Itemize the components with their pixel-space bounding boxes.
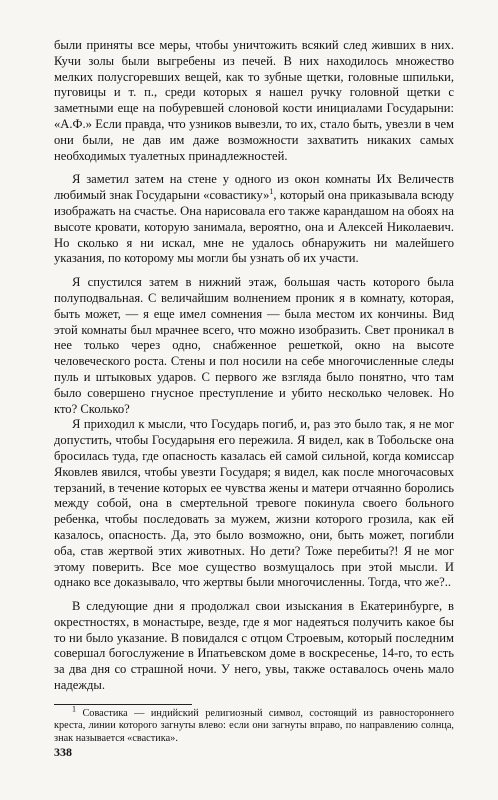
paragraph-2-start: Я заметил затем на стене у одного из окон комнаты Их Величеств любимый знак Государыни «совастику» (54, 172, 454, 203)
footnote (54, 704, 454, 745)
footnote-text: Совастика — индийский религиозный символ, состоящий из равностороннего креста, линии которого загнуты влево: если они загнуты вправо, по направлению солнца, знак называется «свастика». (54, 707, 454, 744)
paragraph-5: В следующие дни я продолжал свои изыскания в Екатеринбурге, в окрестностях, в монастыре, везде, где я мог надеяться получить какое бы то ни было указание. В повидался с отцом Строевым, который последним совершал богослужение в Ипатьевском доме в воскресенье, 14-го, то есть за два дня со страшной ночи. У него, увы, также оставалось очень мало надежды. (54, 599, 454, 693)
paragraph-4: Я приходил к мысли, что Государь погиб, и, раз это было так, я не мог допустить, чтобы Государыня его пережила. Я видел, как в Тобольске она бросилась туда, где опасность казалась ей самой сильной, когда комиссар Яковлев явился, чтобы увезти Государя; я видел, как после многочасовых терзаний, в течение которых ее чувства жены и матери отчаянно боролись между собой, она в смертельной тревоге покинула своего больного ребенка, чтобы последовать за мужем, жизни которого грозила, как ей казалось, опасность. Да, это было возможно, они, быть может, погибли оба, став жертвой этих животных. Но дети? Тоже перебиты?! Я не мог этому поверить. Все мое существо возмущалось при этой мысли. И однако все доказывало, что жертвы были многочисленны. Тогда, что же?.. (54, 417, 454, 590)
paragraph-2-rest: , который она приказывала всюду изображать на счастье. Она нарисовала его также карандашом на обоях на высоте кровати, которую занимала, вероятно, она и Алексей Николаевич. Но сколько я ни искал, мне не удалось обнаружить ни малейшего указания, по которому мы могли бы узнать об их участи. (54, 188, 454, 266)
footnote-reference[interactable]: 1 (269, 186, 274, 196)
page-body (54, 38, 454, 745)
paragraph-1: были приняты все меры, чтобы уничтожить всякий след живших в них. Кучи золы были выгребены из печей. В них находилось множество мелких полусгоревших вещей, как то зубные щетки, головные шпильки, пуговицы и т. п., среди которых я нашел ручку головной щетки с заметными еще на побуревшей слоновой кости инициалами Государыни: «А.Ф.» Если правда, что узников вывезли, то их, стало быть, увезли в чем они были, не дав им даже возможности захватить никаких самых необходимых туалетных принадлежностей. (54, 38, 454, 163)
page-number: 338 (54, 745, 72, 759)
paragraph-3: Я спустился затем в нижний этаж, большая часть которого была полуподвальная. С величайшим волнением проник я в комнату, которая, быть может, — я еще имел сомнения — была местом их кончины. Вид этой комнаты был мрачнее всего, что можно изобразить. Свет проникал в нее только через одно, снабженное решеткой, окно на высоте человеческого роста. Стены и пол носили на себе многочисленные следы пуль и штыковых ударов. С первого же взгляда было понятно, что там было совершено гнусное преступление и убито несколько человек. Но кто? Сколько? (54, 275, 454, 416)
footnote-marker: 1 (72, 704, 76, 714)
paragraph-2 (54, 172, 454, 267)
